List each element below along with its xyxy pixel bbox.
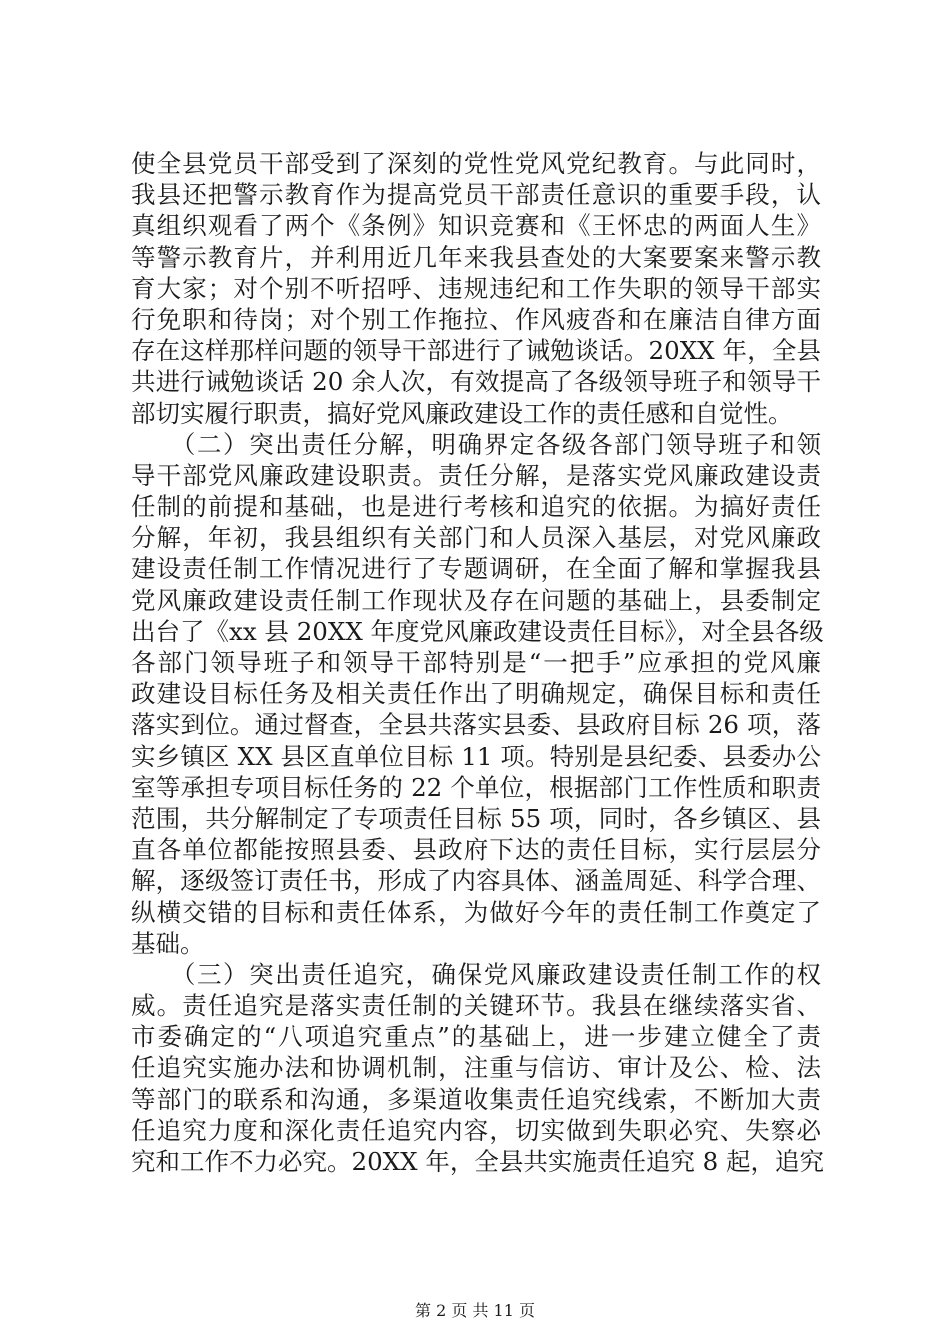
text-line: 导干部党风廉政建设职责。责任分解，是落实党风廉政建设责: [131, 460, 821, 490]
text-line: 出台了《xx 县 20XX 年度党风廉政建设责任目标》，对全县各级: [131, 616, 824, 646]
text-line: 究和工作不力必究。20XX 年，全县共实施责任追究 8 起，追究: [131, 1147, 825, 1176]
text-line: 等部门的联系和沟通，多渠道收集责任追究线索，不断加大责: [131, 1084, 821, 1114]
text-line: 育大家；对个别不听招呼、违规违纪和工作失职的领导干部实: [131, 273, 821, 303]
text-line: 解，逐级签订责任书，形成了内容具体、涵盖周延、科学合理、: [131, 866, 821, 896]
text-line: 党风廉政建设责任制工作现状及存在问题的基础上，县委制定: [131, 585, 821, 615]
text-line: （二）突出责任分解，明确界定各级各部门领导班子和领: [131, 429, 821, 459]
text-line: 使全县党员干部受到了深刻的党性党风党纪教育。与此同时，: [131, 149, 821, 178]
text-line: 真组织观看了两个《条例》知识竞赛和《王怀忠的两面人生》: [131, 211, 821, 241]
document-body: [131, 148, 825, 1177]
text-line: 纵横交错的目标和责任体系，为做好今年的责任制工作奠定了: [131, 897, 821, 927]
text-line: 等警示教育片，并利用近几年来我县查处的大案要案来警示教: [131, 242, 821, 272]
page-footer: 第 2 页 共 11 页: [415, 1301, 535, 1320]
text-line: 直各单位都能按照县委、县政府下达的责任目标，实行层层分: [131, 835, 821, 865]
text-line: 市委确定的“八项追究重点”的基础上，进一步建立健全了责: [131, 1022, 821, 1052]
text-line: 建设责任制工作情况进行了专题调研，在全面了解和掌握我县: [131, 554, 821, 584]
text-line: 室等承担专项目标任务的 22 个单位，根据部门工作性质和职责: [131, 772, 821, 802]
text-line: 范围，共分解制定了专项责任目标 55 项，同时，各乡镇区、县: [131, 803, 821, 833]
text-line: 各部门领导班子和领导干部特别是“一把手”应承担的党风廉: [131, 648, 821, 677]
text-line: 我县还把警示教育作为提高党员干部责任意识的重要手段，认: [131, 180, 821, 210]
text-line: 威。责任追究是落实责任制的关键环节。我县在继续落实省、: [131, 991, 821, 1021]
text-line: 共进行诫勉谈话 20 余人次，有效提高了各级领导班子和领导干: [131, 367, 821, 397]
text-line: 政建设目标任务及相关责任作出了明确规定，确保目标和责任: [131, 679, 821, 709]
text-line: 部切实履行职责，搞好党风廉政建设工作的责任感和自觉性。: [131, 398, 793, 428]
text-line: 分解，年初，我县组织有关部门和人员深入基层，对党风廉政: [131, 523, 821, 553]
text-line: 基础。: [131, 928, 205, 958]
text-line: 存在这样那样问题的领导干部进行了诫勉谈话。20XX 年，全县: [131, 336, 821, 366]
text-line: 实乡镇区 XX 县区直单位目标 11 项。特别是县纪委、县委办公: [131, 741, 821, 771]
text-line: 任追究力度和深化责任追究内容，切实做到失职必究、失察必: [131, 1115, 821, 1145]
text-line: （三）突出责任追究，确保党风廉政建设责任制工作的权: [131, 959, 821, 989]
text-line: 行免职和待岗；对个别工作拖拉、作风疲沓和在廉洁自律方面: [131, 304, 821, 334]
text-line: 落实到位。通过督查，全县共落实县委、县政府目标 26 项，落: [131, 710, 821, 740]
text-line: 任制的前提和基础，也是进行考核和追究的依据。为搞好责任: [131, 492, 821, 522]
text-line: 任追究实施办法和协调机制，注重与信访、审计及公、检、法: [131, 1053, 821, 1083]
